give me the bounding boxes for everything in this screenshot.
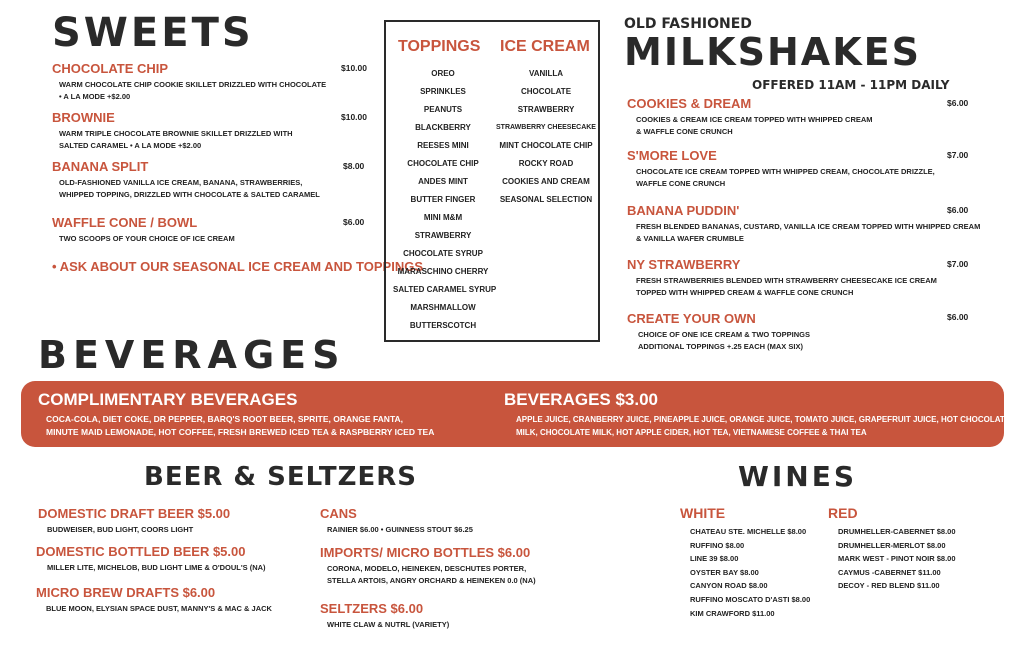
ice-cream-list bbox=[496, 65, 596, 209]
milkshakes-kicker: OLD FASHIONED bbox=[624, 16, 752, 32]
list-item: CANYON ROAD $8.00 bbox=[690, 581, 768, 591]
list-item: BUTTER FINGER bbox=[410, 195, 476, 204]
item-name: WAFFLE CONE / BOWL bbox=[52, 215, 198, 230]
list-item: STRAWBERRY bbox=[414, 231, 472, 240]
item-price: $7.00 bbox=[947, 150, 969, 160]
item-desc-line: BUDWEISER, BUD LIGHT, COORS LIGHT bbox=[47, 525, 194, 534]
item-name: IMPORTS/ MICRO BOTTLES $6.00 bbox=[320, 545, 531, 560]
item-price: $6.00 bbox=[343, 217, 365, 227]
item-desc-line: TWO SCOOPS OF YOUR CHOICE OF ICE CREAM bbox=[59, 234, 235, 243]
paid-beverages-line: APPLE JUICE, CRANBERRY JUICE, PINEAPPLE JUICE, ORANGE JUICE, TOMATO JUICE, GRAPEFRUIT JUICE, HOT CHOCOLATE, bbox=[516, 415, 1013, 424]
list-item: SPRINKLES bbox=[420, 87, 466, 96]
shake-item bbox=[627, 148, 935, 190]
item-desc-line: WARM CHOCOLATE CHIP COOKIE SKILLET DRIZZLED WITH CHOCOLATE bbox=[59, 80, 327, 89]
list-item: CHOCOLATE CHIP bbox=[407, 159, 479, 168]
item-desc-line: WHIPPED TOPPING, DRIZZLED WITH CHOCOLATE & SALTED CARAMEL bbox=[59, 190, 320, 199]
list-item: DRUMHELLER-MERLOT $8.00 bbox=[838, 540, 946, 550]
item-name: MICRO BREW DRAFTS $6.00 bbox=[36, 585, 216, 600]
list-item: CHOCOLATE SYRUP bbox=[403, 249, 483, 258]
list-item: OREO bbox=[431, 69, 455, 78]
list-item: STRAWBERRY bbox=[517, 105, 575, 114]
item-desc-line: TOPPED WITH WHIPPED CREAM & WAFFLE CONE CRUNCH bbox=[636, 288, 854, 297]
sweet-item-brownie bbox=[52, 110, 293, 152]
item-desc-line: COOKIES & CREAM ICE CREAM TOPPED WITH WHIPPED CREAM bbox=[636, 115, 873, 124]
milkshakes-hours: OFFERED 11AM - 11PM DAILY bbox=[752, 78, 950, 92]
list-item: MARSHMALLOW bbox=[410, 303, 476, 312]
list-item: LINE 39 $8.00 bbox=[690, 554, 739, 564]
red-wine-list bbox=[838, 525, 956, 593]
complimentary-heading: COMPLIMENTARY BEVERAGES bbox=[38, 390, 298, 409]
list-item: COOKIES AND CREAM bbox=[502, 177, 590, 186]
beer-item bbox=[320, 545, 536, 587]
white-wine-list bbox=[690, 525, 810, 620]
list-item: ROCKY ROAD bbox=[518, 159, 574, 168]
item-desc-line: BLUE MOON, ELYSIAN SPACE DUST, MANNY'S & MAC & JACK bbox=[46, 604, 272, 613]
list-item: ANDES MINT bbox=[418, 177, 468, 186]
item-name: CHOCOLATE CHIP bbox=[52, 61, 169, 76]
item-desc-line: & WAFFLE CONE CRUNCH bbox=[636, 127, 733, 136]
beverages-heading: BEVERAGES bbox=[38, 333, 346, 377]
list-item: SEASONAL SELECTION bbox=[499, 195, 593, 204]
item-price: $6.00 bbox=[947, 205, 969, 215]
shake-item bbox=[627, 311, 810, 353]
sweet-item-banana-split bbox=[52, 159, 320, 201]
item-desc-line: FRESH STRAWBERRIES BLENDED WITH STRAWBERRY CHEESECAKE ICE CREAM bbox=[636, 276, 937, 285]
toppings-heading: TOPPINGS bbox=[398, 38, 481, 55]
item-desc-line: MILLER LITE, MICHELOB, BUD LIGHT LIME & O'DOUL'S (NA) bbox=[47, 563, 266, 572]
list-item: BLACKBERRY bbox=[415, 123, 471, 132]
item-price: $10.00 bbox=[341, 112, 367, 122]
item-desc-line: RAINIER $6.00 • GUINNESS STOUT $6.25 bbox=[327, 525, 473, 534]
item-name: NY STRAWBERRY bbox=[627, 257, 741, 272]
list-item: MARASCHINO CHERRY bbox=[397, 267, 489, 276]
item-desc-line: CHOCOLATE ICE CREAM TOPPED WITH WHIPPED CREAM, CHOCOLATE DRIZZLE, bbox=[636, 167, 935, 176]
item-name: BROWNIE bbox=[52, 110, 115, 125]
sweets-heading: SWEETS bbox=[52, 10, 254, 56]
beer-item bbox=[320, 506, 473, 536]
item-desc-line: FRESH BLENDED BANANAS, CUSTARD, VANILLA ICE CREAM TOPPED WITH WHIPPED CREAM bbox=[636, 222, 981, 231]
item-name: COOKIES & DREAM bbox=[627, 96, 752, 111]
item-desc-line: CHOICE OF ONE ICE CREAM & TWO TOPPINGS bbox=[638, 330, 810, 339]
item-desc-line: OLD-FASHIONED VANILLA ICE CREAM, BANANA, STRAWBERRIES, bbox=[59, 178, 303, 187]
item-desc-line: SALTED CARAMEL • A LA MODE +$2.00 bbox=[59, 141, 202, 150]
item-name: DOMESTIC BOTTLED BEER $5.00 bbox=[36, 544, 246, 559]
paid-beverages-line: MILK, CHOCOLATE MILK, HOT APPLE CIDER, HOT TEA, VIETNAMESE COFFEE & THAI TEA bbox=[516, 428, 867, 437]
beer-item bbox=[38, 506, 230, 536]
item-name: S'MORE LOVE bbox=[627, 148, 717, 163]
item-name: DOMESTIC DRAFT BEER $5.00 bbox=[38, 506, 231, 521]
list-item: REESES MINI bbox=[417, 141, 469, 150]
white-wine-heading: WHITE bbox=[680, 505, 726, 521]
list-item: KIM CRAWFORD $11.00 bbox=[690, 608, 775, 618]
item-desc-line: & VANILLA WAFER CRUMBLE bbox=[636, 234, 744, 243]
item-name: BANANA PUDDIN' bbox=[627, 203, 740, 218]
toppings-list bbox=[393, 65, 497, 335]
item-desc-line: STELLA ARTOIS, ANGRY ORCHARD & HEINEKEN 0.0 (NA) bbox=[327, 576, 536, 585]
list-item: MARK WEST - PINOT NOIR $8.00 bbox=[838, 554, 956, 564]
item-price: $8.00 bbox=[343, 161, 365, 171]
list-item: BUTTERSCOTCH bbox=[409, 321, 477, 330]
list-item: CAYMUS -CABERNET $11.00 bbox=[838, 567, 941, 577]
list-item: SALTED CARAMEL SYRUP bbox=[393, 285, 497, 294]
beer-heading: BEER & SELTZERS bbox=[144, 462, 417, 492]
list-item: STRAWBERRY CHEESECAKE bbox=[496, 124, 596, 131]
shake-item bbox=[627, 203, 980, 245]
list-item: CHOCOLATE bbox=[520, 87, 572, 96]
item-price: $10.00 bbox=[341, 63, 367, 73]
complimentary-line: COCA-COLA, DIET COKE, DR PEPPER, BARQ'S ROOT BEER, SPRITE, ORANGE FANTA, bbox=[46, 414, 403, 424]
list-item: PEANUTS bbox=[423, 105, 463, 114]
milkshakes-heading: MILKSHAKES bbox=[624, 30, 921, 74]
item-desc-line: CORONA, MODELO, HEINEKEN, DESCHUTES PORTER, bbox=[327, 564, 527, 573]
item-name: SELTZERS $6.00 bbox=[320, 601, 424, 616]
sweet-item-waffle-cone bbox=[52, 215, 235, 245]
complimentary-line: MINUTE MAID LEMONADE, HOT COFFEE, FRESH BREWED ICED TEA & RASPBERRY ICED TEA bbox=[46, 427, 435, 437]
list-item: MINI M&M bbox=[423, 213, 463, 222]
list-item: MINT CHOCOLATE CHIP bbox=[499, 141, 593, 150]
shake-item bbox=[627, 96, 873, 138]
list-item: RUFFINO $8.00 bbox=[690, 540, 745, 550]
item-desc-line: WAFFLE CONE CRUNCH bbox=[636, 179, 726, 188]
beer-item bbox=[320, 601, 449, 631]
shake-item bbox=[627, 257, 937, 299]
item-price: $7.00 bbox=[947, 259, 969, 269]
seasonal-note: • ASK ABOUT OUR SEASONAL ICE CREAM AND TOPPINGS bbox=[52, 259, 423, 274]
list-item: CHATEAU STE. MICHELLE $8.00 bbox=[690, 527, 807, 536]
item-desc-line: • A LA MODE +$2.00 bbox=[59, 92, 131, 101]
paid-beverages-heading: BEVERAGES $3.00 bbox=[504, 390, 659, 409]
item-name: CANS bbox=[320, 506, 357, 521]
item-price: $6.00 bbox=[947, 312, 969, 322]
beer-item bbox=[36, 585, 272, 615]
item-price: $6.00 bbox=[947, 98, 969, 108]
sweet-item-chocolate-chip bbox=[52, 61, 326, 103]
item-desc-line: WARM TRIPLE CHOCOLATE BROWNIE SKILLET DRIZZLED WITH bbox=[59, 129, 293, 138]
wines-heading: WINES bbox=[738, 460, 858, 493]
item-desc-line: WHITE CLAW & NUTRL (VARIETY) bbox=[327, 620, 450, 629]
beer-item bbox=[36, 544, 266, 574]
item-name: BANANA SPLIT bbox=[52, 159, 149, 174]
list-item: DRUMHELLER-CABERNET $8.00 bbox=[838, 527, 956, 536]
list-item: DECOY - RED BLEND $11.00 bbox=[838, 581, 940, 591]
list-item: RUFFINO MOSCATO D'ASTI $8.00 bbox=[690, 594, 811, 604]
red-wine-heading: RED bbox=[828, 505, 858, 521]
list-item: OYSTER BAY $8.00 bbox=[690, 567, 759, 577]
ice-cream-heading: ICE CREAM bbox=[500, 38, 590, 55]
list-item: VANILLA bbox=[528, 69, 564, 78]
item-desc-line: ADDITIONAL TOPPINGS +.25 EACH (MAX SIX) bbox=[638, 342, 803, 351]
item-name: CREATE YOUR OWN bbox=[627, 311, 756, 326]
